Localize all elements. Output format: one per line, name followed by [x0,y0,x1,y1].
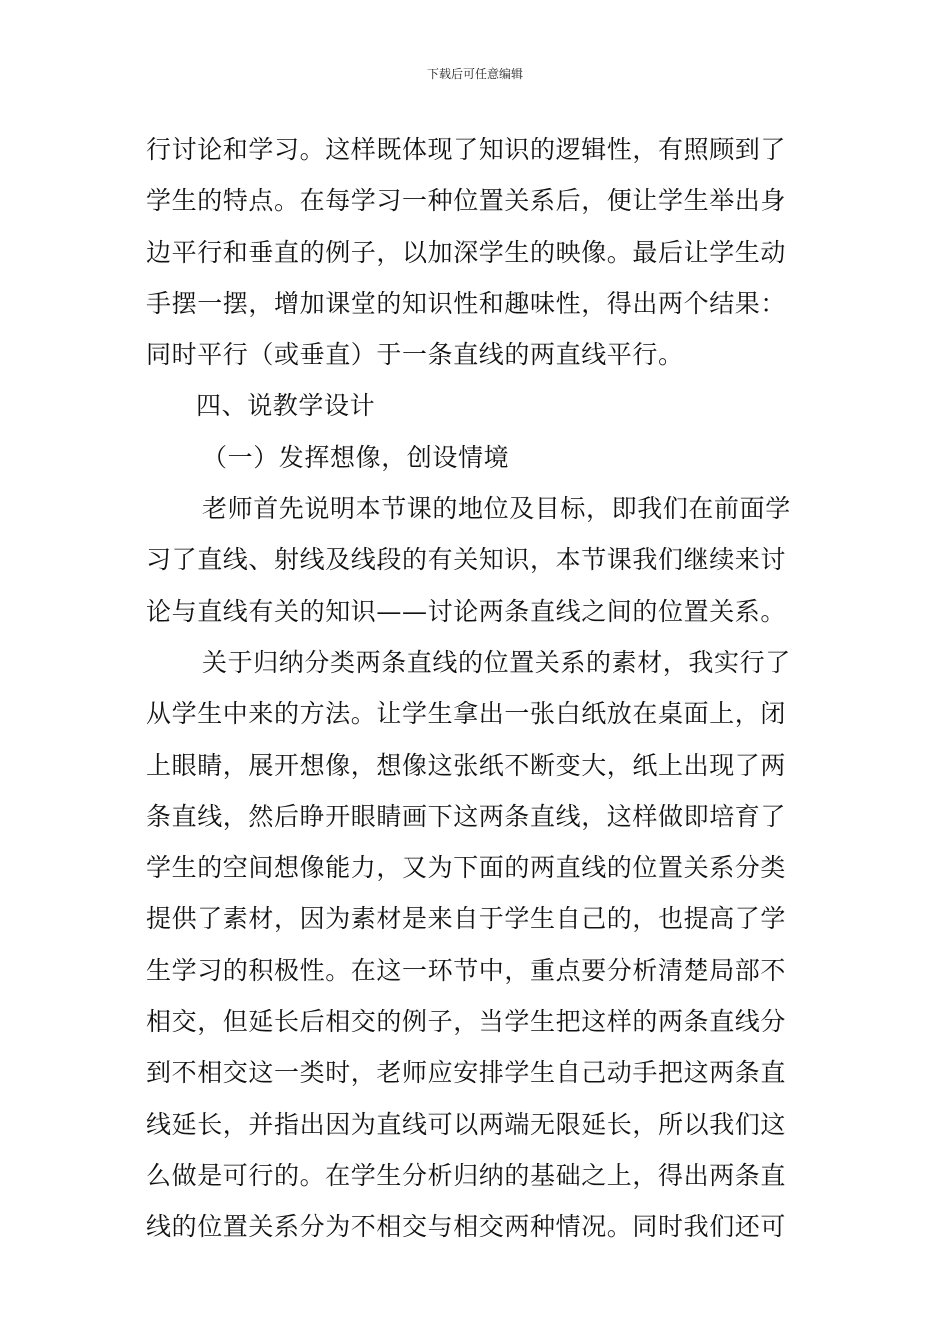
subsection-heading: （一）发挥想像，创设情境 [202,442,510,472]
paragraph-start-line: 老师首先说明本节课的地位及目标，即我们在前面学 [202,494,791,524]
text-line: 手摆一摆，增加课堂的知识性和趣味性，得出两个结果： [146,288,787,318]
page-header: 下载后可任意编辑 [426,67,523,81]
body-text [146,124,806,1253]
text-line: 习了直线、射线及线段的有关知识，本节课我们继续来讨 [146,545,787,575]
section-heading: 四、说教学设计 [196,391,376,421]
text-line: 条直线，然后睁开眼睛画下这两条直线，这样做即培育了 [146,801,787,831]
text-line: 生学习的积极性。在这一环节中，重点要分析清楚局部不 [146,955,787,985]
text-line: 么做是可行的。在学生分析归纳的基础之上，得出两条直 [146,1160,787,1190]
text-line: 论与直线有关的知识——讨论两条直线之间的位置关系。 [146,596,787,626]
text-line: 相交，但延长后相交的例子，当学生把这样的两条直线分 [146,1007,787,1037]
text-line: 上眼睛，展开想像，想像这张纸不断变大，纸上出现了两 [146,750,787,780]
text-line: 到不相交这一类时，老师应安排学生自己动手把这两条直 [146,1058,787,1088]
text-line: 边平行和垂直的例子，以加深学生的映像。最后让学生动 [146,237,787,267]
paragraph-start-line: 关于归纳分类两条直线的位置关系的素材，我实行了 [202,647,791,677]
text-line: 线的位置关系分为不相交与相交两种情况。同时我们还可 [146,1212,787,1242]
text-line: 从学生中来的方法。让学生拿出一张白纸放在桌面上，闭 [146,699,787,729]
text-line: 学生的空间想像能力，又为下面的两直线的位置关系分类 [146,853,787,883]
text-line: 线延长，并指出因为直线可以两端无限延长，所以我们这 [146,1109,787,1139]
text-line: 学生的特点。在每学习一种位置关系后，便让学生举出身 [146,186,787,216]
text-line: 行讨论和学习。这样既体现了知识的逻辑性，有照顾到了 [146,135,787,164]
text-line: 同时平行（或垂直）于一条直线的两直线平行。 [146,340,684,370]
text-line: 提供了素材，因为素材是来自于学生自己的，也提高了学 [146,904,787,934]
